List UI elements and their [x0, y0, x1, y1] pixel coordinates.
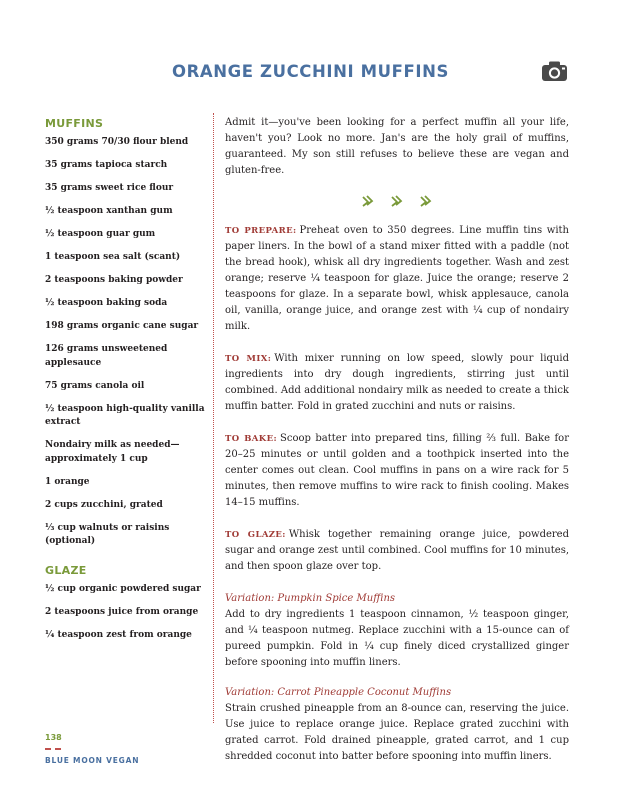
- ingredient-item: 350 grams 70/30 flour blend: [45, 137, 189, 147]
- variation-text: Strain crushed pineapple from an 8-ounce can, reserving the juice. Use juice to replace orange juice. Replace grated zucchini with grated carrot. Fold drained pineapple, grated carrot, and 1 cup shredded coconut into batter before spooning into muffin liners.: [225, 703, 569, 762]
- book-title: BLUE MOON VEGAN: [45, 756, 140, 765]
- bake-step: [225, 431, 569, 511]
- ingredient-item: 35 grams sweet rice flour: [45, 183, 174, 193]
- ingredient-item: ½ teaspoon xanthan gum: [45, 206, 173, 216]
- ingredient-item: 75 grams canola oil: [45, 380, 145, 391]
- mix-label: TO MIX:: [225, 354, 272, 364]
- footer-divider: [45, 748, 61, 750]
- column-divider: [213, 113, 214, 723]
- ingredient-item: 2 teaspoons baking powder: [45, 275, 183, 285]
- variation-text: Add to dry ingredients 1 teaspoon cinnamon, ½ teaspoon ginger, and ¼ teaspoon nutmeg. Replace zucchini with a 15-ounce can of pureed pumpkin. Fold in ¼ cup finely diced crystallized ginger before spooning into muffin liners.: [225, 609, 569, 668]
- bake-text: Scoop batter into prepared tins, filling ⅔ full. Bake for 20–25 minutes or until golden and a toothpick inserted into the center comes out clean. Cool muffins in pans on a wire rack for 5 minutes, then remove muffins to wire rack to finish cooling. Makes 14–15 muffins.: [225, 433, 569, 508]
- ingredient-item: 198 grams organic cane sugar: [45, 321, 199, 331]
- bake-label: TO BAKE:: [225, 434, 277, 444]
- mix-text: With mixer running on low speed, slowly pour liquid ingredients into dry dough ingredients, stirring just until combined. Add additional nondairy milk as needed to create a thick muffin batter. Fold in grated zucchini and nuts or raisins.: [225, 353, 569, 412]
- page-number: 138: [45, 733, 62, 742]
- glaze-heading: GLAZE: [45, 563, 87, 577]
- leaf-ornament-icon: [225, 193, 569, 207]
- ingredient-item: 1 teaspoon sea salt (scant): [45, 252, 181, 262]
- muffins-heading: MUFFINS: [45, 117, 104, 130]
- ingredient-item: ½ cup organic powdered sugar: [45, 583, 201, 594]
- prepare-text: Preheat oven to 350 degrees. Line muffin tins with paper liners. In the bowl of a stand mixer fitted with a paddle (not the bread hook), whisk all dry ingredients together. Wash and zest orange; reserve ¼ teaspoon for glaze. Juice the orange; reserve 2 teaspoons for glaze. In a separate bowl, whisk applesauce, canola oil, vanilla, orange juice, and orange zest with ¼ cup of nondairy milk.: [225, 225, 569, 332]
- ingredient-item: 1 orange: [45, 476, 90, 487]
- glaze-step: [225, 527, 569, 575]
- ingredients-column: [45, 117, 210, 652]
- variation-title: Variation: Carrot Pineapple Coconut Muffins: [225, 687, 452, 698]
- ingredient-item: ¼ teaspoon zest from orange: [45, 629, 192, 640]
- ingredient-item: 2 cups zucchini, grated: [45, 499, 163, 510]
- ingredient-item: ½ teaspoon baking soda: [45, 298, 168, 308]
- glaze-label: TO GLAZE:: [225, 530, 286, 540]
- glaze-ingredient-list: [45, 583, 210, 643]
- ingredient-item: ⅓ cup walnuts or raisins (optional): [45, 522, 170, 546]
- variation-pumpkin: [225, 591, 569, 671]
- ingredient-item: 126 grams unsweetened applesauce: [45, 344, 168, 368]
- ingredient-item: 2 teaspoons juice from orange: [45, 606, 199, 617]
- page-title: ORANGE ZUCCHINI MUFFINS: [171, 62, 450, 81]
- variation-title: Variation: Pumpkin Spice Muffins: [225, 593, 396, 604]
- ingredient-item: ½ teaspoon high-quality vanilla extract: [45, 403, 205, 427]
- glaze-text: Whisk together remaining orange juice, powdered sugar and orange zest until combined. Cool muffins for 10 minutes, and then spoon glaze over top.: [225, 529, 569, 572]
- prepare-step: [225, 223, 569, 335]
- camera-icon: [541, 60, 568, 82]
- ingredient-item: 35 grams tapioca starch: [45, 160, 168, 170]
- muffins-ingredient-list: [45, 136, 210, 549]
- ingredient-item: Nondairy milk as needed—approximately 1 cup: [45, 440, 180, 464]
- prepare-label: TO PREPARE:: [225, 226, 297, 236]
- intro-paragraph: Admit it—you've been looking for a perfect muffin all your life, haven't you? Look no more. Jan's are the holy grail of muffins, guaranteed. My son still refuses to believe these are vegan and gluten-free.: [225, 117, 569, 176]
- ingredient-item: ½ teaspoon guar gum: [45, 229, 156, 239]
- directions-column: [225, 115, 569, 779]
- mix-step: [225, 351, 569, 415]
- variation-carrot: [225, 685, 569, 765]
